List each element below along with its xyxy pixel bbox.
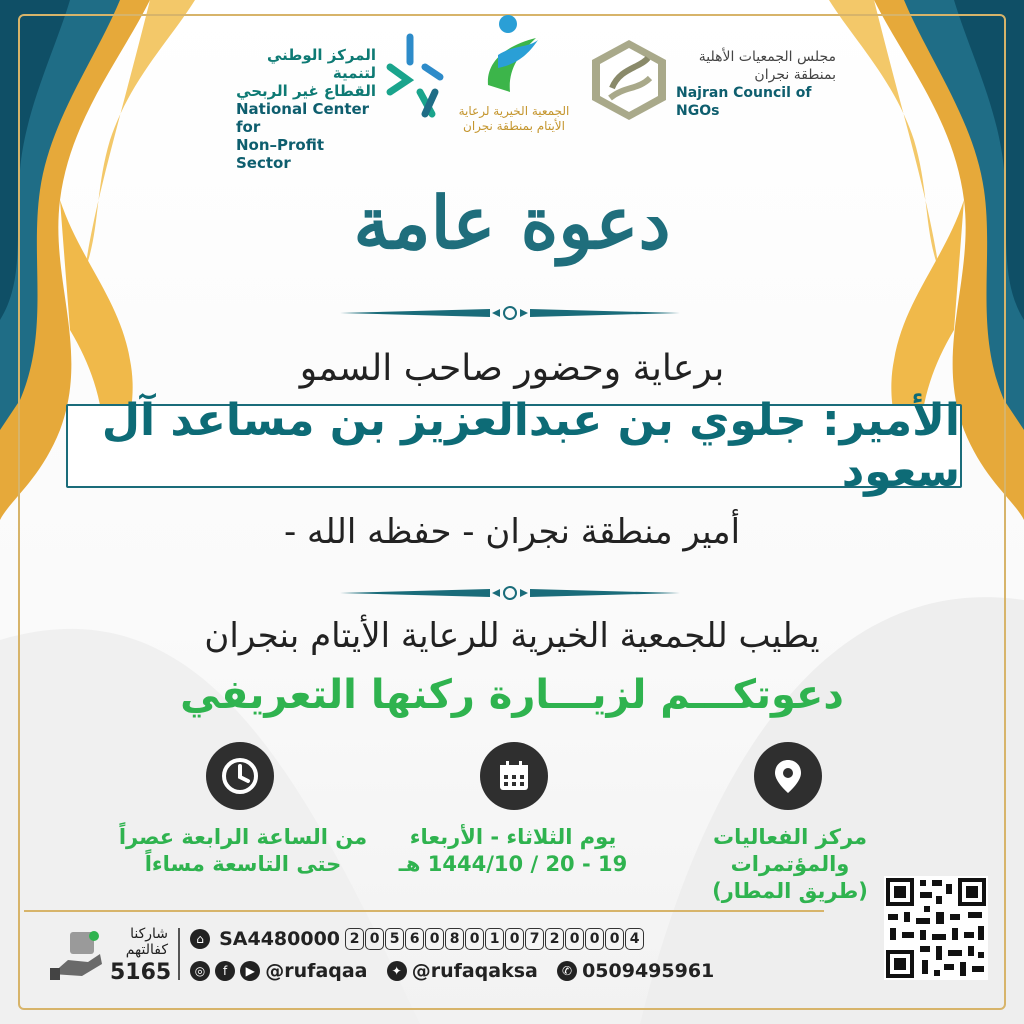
najran-council-ar-line1: مجلس الجمعيات الأهلية (698, 49, 836, 65)
patronage-line: برعاية وحضور صاحب السمو (299, 348, 725, 389)
footer-divider (24, 910, 824, 912)
invite-line1: يطيب للجمعية الخيرية للرعاية الأيتام بنجران (204, 616, 820, 656)
charity-logo-text (454, 104, 574, 134)
divider-ornament-2 (340, 586, 680, 600)
iban-digit: 5 (385, 928, 404, 950)
share-line1: شاركنا (130, 926, 168, 942)
national-center-ar-line1: المركز الوطني لتنمية (266, 46, 376, 82)
national-center-en-line2: Non–Profit Sector (236, 136, 325, 172)
iban-digit: 6 (405, 928, 424, 950)
location-info (660, 824, 920, 905)
social-handle1[interactable]: @rufaqaa (265, 960, 368, 982)
iban-digit: 0 (605, 928, 624, 950)
youtube-icon[interactable]: ▶ (240, 961, 260, 981)
national-center-en-line1: National Center for (236, 100, 370, 136)
clock-icon (206, 742, 274, 810)
social-handle2[interactable]: @rufaqaksa (411, 960, 538, 982)
iban-digit: 0 (465, 928, 484, 950)
time-info (118, 824, 368, 878)
hand-icon (48, 924, 106, 982)
iban-row (190, 928, 645, 950)
iban-digit: 0 (365, 928, 384, 950)
national-center-ar-line2: القطاع غير الربحي (236, 82, 376, 100)
twitter-icon[interactable]: ✦ (387, 961, 407, 981)
facebook-icon[interactable]: f (215, 961, 235, 981)
prince-name: الأمير: جلوي بن عبدالعزيز بن مساعد آل سعود (101, 395, 960, 497)
date-line1: يوم الثلاثاء - الأربعاء (409, 825, 617, 849)
iban-digit: 0 (565, 928, 584, 950)
invite-line2: دعوتكـــم لزيـــارة ركنها التعريفي (180, 672, 844, 718)
invitation-title: دعوة عامة (353, 180, 671, 265)
qr-code-icon[interactable] (884, 876, 988, 980)
iban-digits (345, 928, 645, 947)
iban-prefix: SA4480000 (219, 928, 341, 950)
charity-ar-line2: الأيتام بمنطقة نجران (463, 119, 565, 133)
charity-logo-icon (478, 10, 544, 100)
najran-council-ar-line2: بمنطقة نجران (754, 67, 836, 83)
footer-separator (178, 928, 180, 980)
prince-title: أمير منطقة نجران - حفظه الله - (283, 512, 741, 552)
charity-ar-line1: الجمعية الخيرية لرعاية (458, 104, 570, 118)
national-center-logo-icon (380, 32, 450, 122)
iban-digit: 0 (425, 928, 444, 950)
prince-name-box (66, 395, 962, 497)
share-number: 5165 (110, 960, 172, 985)
bank-icon: ⌂ (190, 929, 210, 949)
share-block (110, 926, 168, 958)
iban-digit: 1 (485, 928, 504, 950)
date-info (388, 824, 638, 878)
national-center-logo-text (236, 46, 376, 172)
date-line2: 19 - 20 / 1444/10 هـ (398, 852, 628, 876)
najran-council-logo-icon (590, 38, 668, 122)
calendar-icon (480, 742, 548, 810)
time-line2: حتى التاسعة مساءاً (144, 852, 342, 876)
phone-icon[interactable]: ✆ (557, 961, 577, 981)
location-line2: (طريق المطار) (712, 879, 868, 903)
najran-council-logo-text (676, 48, 836, 120)
instagram-icon[interactable]: ◎ (190, 961, 210, 981)
phone-number[interactable]: 0509495961 (582, 960, 715, 982)
iban-digit: 4 (625, 928, 644, 950)
location-line1: مركز الفعاليات والمؤتمرات (712, 825, 868, 876)
location-pin-icon (754, 742, 822, 810)
social-row (190, 960, 714, 982)
iban-digit: 2 (345, 928, 364, 950)
iban-digit: 8 (445, 928, 464, 950)
divider-ornament (340, 306, 680, 320)
iban-digit: 7 (525, 928, 544, 950)
share-line2: كفالتهم (125, 942, 168, 958)
iban-digit: 2 (545, 928, 564, 950)
time-line1: من الساعة الرابعة عصراً (118, 825, 368, 849)
najran-council-en: Najran Council of NGOs (676, 85, 812, 119)
iban-digit: 0 (585, 928, 604, 950)
iban-digit: 0 (505, 928, 524, 950)
